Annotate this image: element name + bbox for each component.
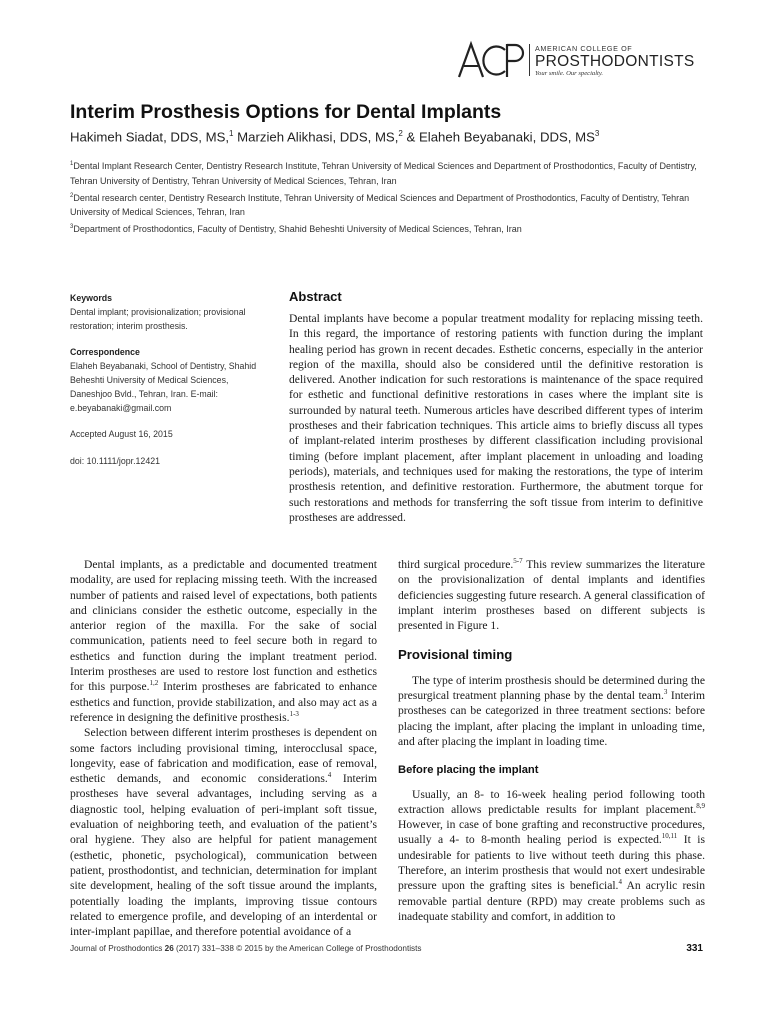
citation-ref: 1-3 [289, 710, 299, 719]
citation-ref: 3 [663, 688, 668, 697]
author-name: Marzieh Alikhasi, DDS, MS, [233, 129, 399, 145]
section-heading: Provisional timing [398, 647, 513, 663]
article-meta [70, 292, 270, 482]
affiliation-number: 3 [70, 224, 74, 231]
subsection-heading: Before placing the implant [398, 764, 539, 777]
author-list [70, 129, 710, 144]
journal-details: (2017) 331–338 © 2015 by the American College of Prosthodontists [173, 944, 422, 953]
correspondence-block [70, 346, 270, 415]
journal-volume: 26 [164, 944, 174, 953]
affiliation-item: $^3$Department of Prosthodontics, Faculty of Dentistry, Shahid Beheshti University of Medical Sciences, Tehran, Iran [70, 224, 522, 235]
body-column-right [398, 557, 705, 924]
affiliation-number: 2 [70, 192, 74, 199]
author-name: & Elaheh Beyabanaki, DDS, MS [402, 129, 595, 145]
abstract-heading: Abstract [289, 289, 342, 304]
author-affiliation-ref: 3 [594, 129, 600, 138]
affiliations [70, 157, 710, 237]
acp-logo [457, 40, 703, 80]
affiliation-item: $^1$Dental Implant Research Center, Dentistry Research Institute, Tehran University of Medical Sciences and Department of Prosthodontics, Faculty of Dentistry, Tehran University of Dentistry, Tehran University of Medical Sciences, Tehran, Iran [70, 161, 697, 186]
citation-ref: 8,9 [696, 802, 705, 810]
correspondence-heading: Correspondence [70, 347, 140, 358]
logo-divider [529, 44, 530, 76]
body-paragraph: Selection between different interim prostheses is dependent on some factors including provisional timing, interocclusal space, longevity, ease of fabrication and modification, ease of removal, esthetic demands, and economic considerations.$^4$ Interim prostheses have several advantages, including serving as a diagnostic tool, helping evaluation of peri-implant soft tissue, evaluation of neighboring teeth, and evaluation of the patient’s oral hygiene. They also are helpful for patient management (esthetic, phonetic, psychological), communication between patient, prosthodontist, and technician, determination for implant site development, healing of the soft tissue around the implants, potentially loading the implants, improving tissue contours related to emergence profile, and developing of an interdental or inter-implant papillae, and therefore potential avoidance of a [70, 726, 377, 939]
page-number: 331 [686, 943, 703, 954]
author-affiliation-ref: 1 [229, 129, 234, 138]
author-affiliation-ref: 2 [398, 129, 403, 138]
logo-tagline: Your smile. Our specialty. [535, 70, 604, 77]
article-title: Interim Prosthesis Options for Dental Implants [70, 101, 502, 123]
body-column-left [70, 557, 377, 939]
affiliation-number: 1 [70, 161, 74, 167]
citation-ref: 4 [618, 878, 622, 887]
keywords-heading: Keywords [70, 293, 113, 303]
citation-ref: 1,2 [149, 679, 159, 688]
citation-ref: 5-7 [513, 557, 523, 566]
correspondence-text: Elaheh Beyabanaki, School of Dentistry, Shahid Beheshti University of Medical Sciences, Daneshjoo Bvld., Tehran, Iran. E-mail: e.beyabanaki@gmail.com [70, 361, 257, 413]
citation-ref: 4 [327, 771, 332, 780]
author-name: Hakimeh Siadat, DDS, MS, [70, 129, 230, 145]
affiliation-item: $^2$Dental research center, Dentistry Research Institute, Tehran University of Medical Sciences and Department of Prosthodontics, Faculty of Dentistry, Tehran University of Medical Sciences, Tehran, Iran [70, 192, 690, 218]
body-paragraph: Usually, an 8- to 16-week healing period following tooth extraction allows predictable results for implant placement.$^{8,9}$ However, in case of bone grafting and reconstructive procedures, usually a 4- to 8-month healing period is expected.$^{10,11}$ It is undesirable for patients to live without teeth during this phase. Therefore, an interim prosthesis that would not exert undesirable pressure upon the grafting sites is beneficial.$^4$ An acrylic resin removable partial denture (RPD) may create problems such as inadequate stability and comfort, in addition to [398, 787, 705, 923]
acp-logo-mark [457, 40, 527, 80]
abstract-text [289, 311, 703, 525]
journal-name: Journal of Prosthodontics [70, 944, 163, 953]
keywords-text: Dental implant; provisionalization; provisional restoration; interim prosthesis. [70, 306, 246, 331]
citation-ref: 10,11 [661, 832, 678, 841]
abstract-paragraph: Dental implants have become a popular treatment modality for replacing missing teeth. In this regard, the importance of restoring patients with function during the implant healing period has grown in recent decades. Esthetic concerns, especially in the anterior region of the maxilla, should also be considered until the definitive restoration is delivered. Another indication for such restorations is maintenance of the space required for esthetic and functional definitive restorations in cases where the implant site is surrounded by natural teeth. Numerous articles have described different types of interim prostheses and their fabrication techniques. This article aims to briefly discuss all types of implant-related interim prostheses by different classification including provisional timing (before implant placement, after implant placement in unloading and loading periods), materials, and techniques used for making the restorations, the type of interim prosthesis retention, and definitive restoration. Furthermore, the abutment torque for such restorations and methods for transferring the soft tissue from interim to definitive prostheses are addressed. [289, 312, 703, 524]
keywords-block [70, 292, 270, 333]
body-paragraph: The type of interim prosthesis should be determined during the presurgical treatment planning phase by the dental team.$^3$ Interim prostheses can be categorized in three treatment sections: before placing the implant, after placing the implant in unloading time, and after placing the implant in loading time. [398, 673, 705, 748]
body-paragraph: third surgical procedure.$^{5-7}$ This review summarizes the literature on the provisionalization of dental implants and identifies deficiencies suggesting future research. A general classification of implant interim prostheses based on different subjects is presented in Figure 1. [398, 557, 705, 633]
page-footer [70, 944, 703, 953]
doi: doi: 10.1111/jopr.12421 [70, 456, 160, 467]
accepted-date: Accepted August 16, 2015 [70, 429, 173, 440]
journal-citation [70, 944, 422, 953]
body-paragraph: Dental implants, as a predictable and documented treatment modality, are used for replacing missing teeth. With the increased number of patients and raised level of expectations, both patients and clinicians consider the esthetic outcome, especially in the anterior region of the maxilla. For the sake of social communication, patients need to feel secure both in regard to esthetics and function during the implant treatment period. Interim prostheses are used to restore lost function and esthetics for this purpose.$^{1,2}$ Interim prostheses are fabricated to enhance esthetics and function, provide stabilization, and also may act as a reference in designing the definitive prosthesis.$^{1-3}$ [70, 558, 377, 724]
logo-college-text: AMERICAN COLLEGE OF [535, 44, 633, 53]
logo-prosthodontists-text: PROSTHODONTISTS [535, 53, 695, 70]
